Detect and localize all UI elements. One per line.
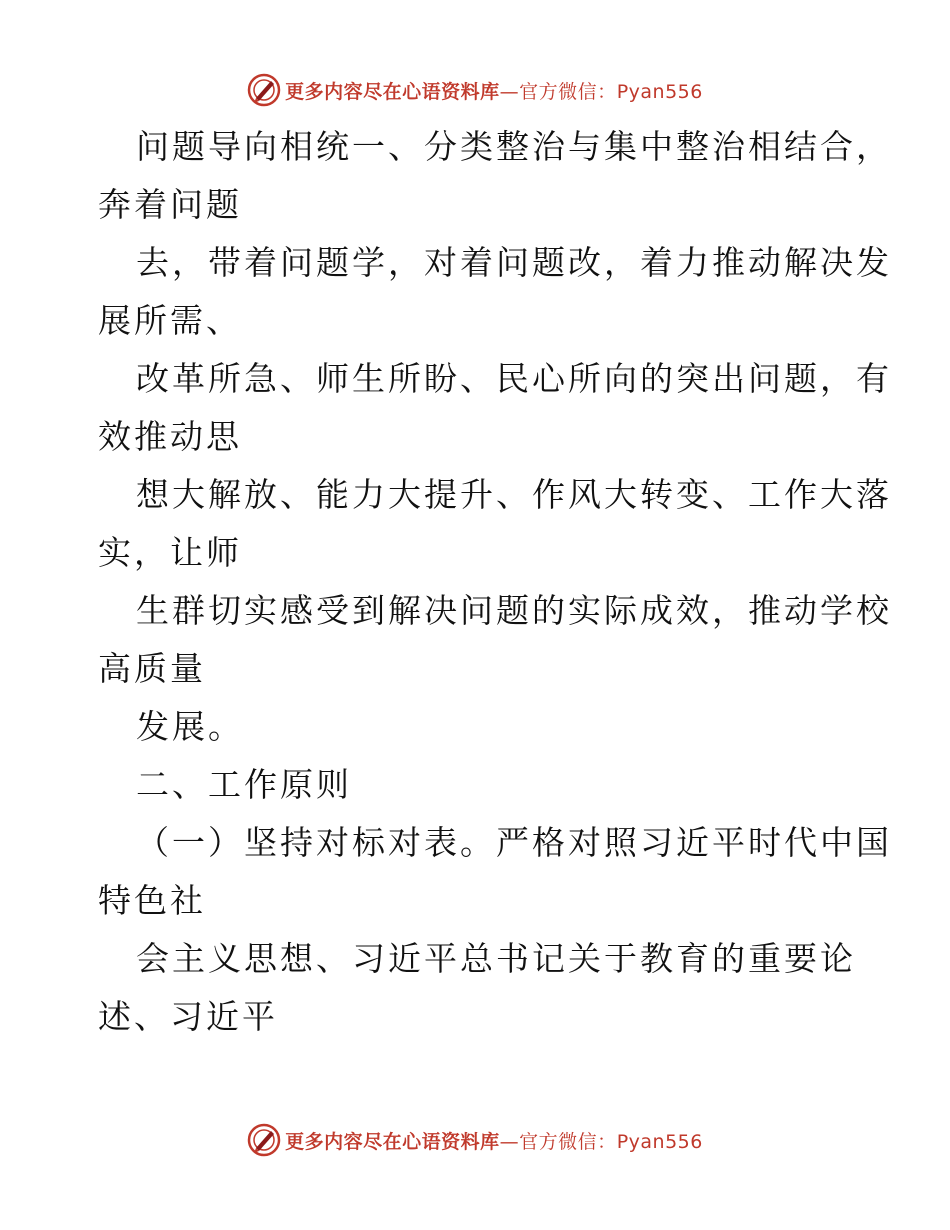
footer-watermark — [0, 1120, 950, 1160]
text-line: 二、工作原则 — [136, 765, 352, 804]
text-line: 改革所急、师生所盼、民心所向的突出问题，有 — [136, 359, 892, 398]
document-body — [98, 118, 892, 1046]
header-watermark — [0, 70, 950, 110]
text-line: 想大解放、能力大提升、作风大转变、工作大落 — [136, 475, 892, 514]
text-line: 奔着问题 — [98, 185, 242, 224]
text-line: 会主义思想、习近平总书记关于教育的重要论 — [136, 939, 856, 978]
watermark-text — [285, 1127, 703, 1154]
text-line: 效推动思 — [98, 417, 242, 456]
text-line: 特色社 — [98, 881, 206, 920]
watermark-official: 官方微信： — [519, 1130, 617, 1153]
watermark-dash: — — [499, 1130, 520, 1153]
text-line: 实，让师 — [98, 533, 242, 572]
pen-logo-icon — [247, 1123, 281, 1157]
pen-logo-icon — [247, 73, 281, 107]
watermark-brand: 更多内容尽在心语资料库 — [285, 1130, 500, 1153]
text-line: （一）坚持对标对表。严格对照习近平时代中国 — [136, 823, 892, 862]
watermark-text — [285, 77, 703, 104]
text-line: 述、习近平 — [98, 997, 278, 1036]
text-line: 去，带着问题学，对着问题改，着力推动解决发 — [136, 243, 892, 282]
watermark-handle: Pyan556 — [616, 80, 703, 103]
text-line: 高质量 — [98, 649, 206, 688]
text-line: 展所需、 — [98, 301, 242, 340]
watermark-brand: 更多内容尽在心语资料库 — [285, 80, 500, 103]
watermark-official: 官方微信： — [519, 80, 617, 103]
watermark-dash: — — [499, 80, 520, 103]
text-line: 问题导向相统一、分类整治与集中整治相结合， — [136, 127, 892, 166]
watermark-handle: Pyan556 — [616, 1130, 703, 1153]
text-line: 发展。 — [136, 707, 244, 746]
text-line: 生群切实感受到解决问题的实际成效，推动学校 — [136, 591, 892, 630]
